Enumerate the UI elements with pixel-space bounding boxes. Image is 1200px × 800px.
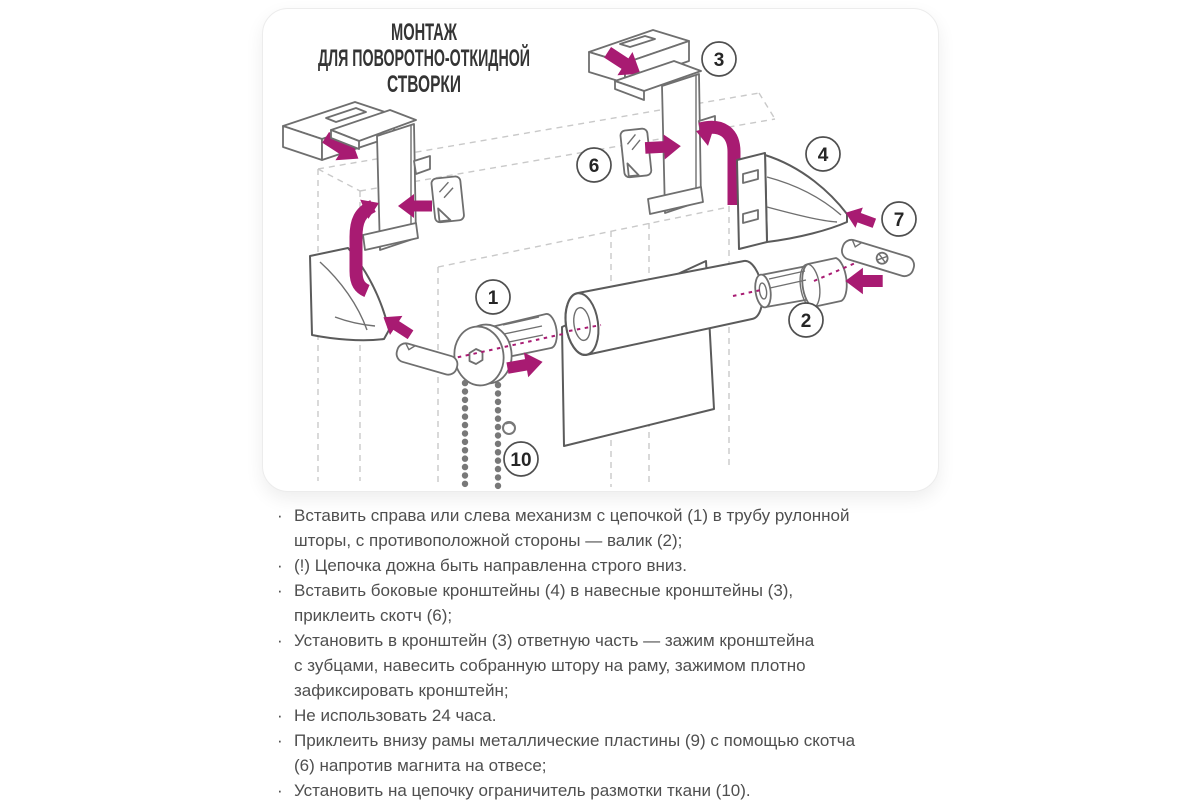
diagram-title	[318, 19, 676, 98]
bullet-dot: ·	[277, 781, 283, 800]
instruction-item: · Установить в кронштейн (3) ответную часть — зажим кронштейна с зубцами, навесить собранную штору на раму, зажимом плотно зафиксировать кронштейн;	[294, 628, 894, 703]
roller-end-pin	[753, 258, 846, 309]
callout-7	[882, 202, 916, 236]
bullet-dot: ·	[277, 631, 283, 650]
adhesive-tape-left	[431, 176, 464, 223]
instruction-list	[277, 503, 894, 800]
diagram-card	[262, 8, 939, 492]
clamp-plate-right	[840, 238, 917, 279]
pin-insert-arrow-icon	[845, 268, 882, 294]
instruction-item: · Вставить боковые кронштейны (4) в навесные кронштейны (3), приклеить скотч (6);	[294, 578, 894, 628]
callout-2	[789, 303, 823, 337]
hanging-bracket-left	[331, 110, 430, 250]
instruction-item: · Установить на цепочку ограничитель размотки ткани (10).	[294, 778, 894, 800]
svg-text:3: 3	[713, 50, 725, 71]
instruction-item: · Приклеить внизу рамы металлические пластины (9) с помощью скотча (6) напротив магнита на отвесе;	[294, 728, 894, 778]
svg-text:10: 10	[510, 450, 532, 471]
svg-text:4: 4	[817, 145, 829, 166]
bead-chain	[465, 383, 515, 488]
bullet-dot: ·	[277, 556, 283, 575]
bullet-dot: ·	[277, 581, 283, 600]
clamp-plate-left	[395, 341, 460, 376]
svg-text:7: 7	[893, 210, 905, 231]
instruction-item: · Не использовать 24 часа.	[294, 703, 894, 728]
instruction-item: · Вставить справа или слева механизм с цепочкой (1) в трубу рулонной шторы, с противоположной стороны — валик (2);	[294, 503, 894, 553]
callout-1	[476, 280, 510, 314]
instruction-item: · (!) Цепочка дожна быть направленна строго вниз.	[294, 553, 894, 578]
callout-4	[806, 137, 840, 171]
callout-10	[504, 442, 538, 476]
bullet-dot: ·	[277, 731, 283, 750]
star-socket-icon	[470, 349, 483, 364]
svg-text:2: 2	[800, 311, 812, 332]
chain-mechanism	[451, 314, 557, 389]
svg-text:ДЛЯ ПОВОРОТНО-ОТКИДНОЙ: ДЛЯ ПОВОРОТНО-ОТКИДНОЙ	[318, 45, 676, 72]
svg-text:6: 6	[588, 156, 600, 177]
callout-3	[702, 42, 736, 76]
bullet-dot: ·	[277, 506, 283, 525]
bullet-dot: ·	[277, 706, 283, 725]
svg-text:1: 1	[487, 288, 499, 309]
callout-6	[577, 148, 611, 182]
installation-diagram	[263, 9, 938, 491]
svg-text:МОНТАЖ: МОНТАЖ	[391, 19, 458, 46]
svg-text:СТВОРКИ: СТВОРКИ	[387, 71, 461, 98]
